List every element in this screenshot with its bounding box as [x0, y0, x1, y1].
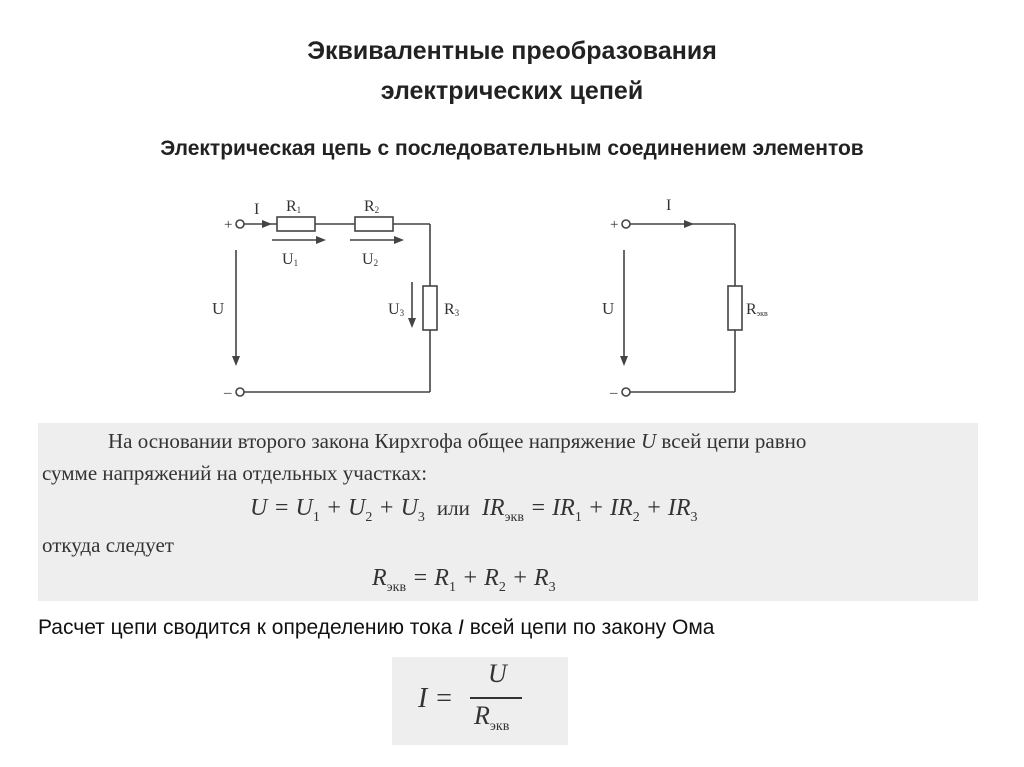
minus-terminal-label: –	[610, 385, 618, 401]
u2-label: U2	[362, 251, 379, 268]
equivalent-circuit-diagram	[590, 180, 790, 405]
r1-label: R1	[286, 198, 302, 215]
r-eq-label: Rэкв	[746, 301, 768, 318]
voltage-sum-equation: $U = U_1 + U_2 + U_3$ или $IR_{экв} = IR_1 + IR_2 + IR_3$	[250, 495, 698, 525]
fraction-bar	[470, 697, 522, 699]
u-label: U	[212, 299, 225, 318]
minus-terminal-label: –	[224, 385, 232, 401]
ohm-law-formula-box	[392, 657, 568, 745]
r2-label: R2	[364, 198, 380, 215]
title-line-2: электрических цепей	[380, 77, 644, 105]
u3-label: U3	[388, 301, 405, 318]
u-label: U	[602, 299, 615, 318]
current-label: I	[254, 201, 260, 218]
title-line-1: Эквивалентные преобразования	[307, 37, 717, 65]
ohm-denominator: $R_{экв}$	[474, 701, 510, 735]
u1-label: U1	[282, 251, 299, 268]
ohm-law-note: Расчет цепи сводится к определению тока I всей цепи по закону Ома	[38, 616, 715, 639]
ohm-lhs: I =	[418, 683, 454, 714]
r3-label: R3	[444, 301, 460, 318]
plus-terminal-label: +	[610, 217, 619, 233]
series-circuit-diagram	[200, 180, 490, 405]
subtitle: Электрическая цепь с последовательным соединением элементов	[160, 137, 864, 160]
plus-terminal-label: +	[224, 217, 233, 233]
kirchhoff-derivation-box	[38, 423, 978, 601]
equivalent-resistance-equation: $R_{экв} = R_1 + R_2 + R_3$	[372, 565, 556, 595]
derivation-line-1: На основании второго закона Кирхгофа общее напряжение U всей цепи равно	[108, 429, 807, 453]
derivation-line-2: сумме напряжений на отдельных участках:	[42, 461, 428, 485]
ohm-numerator: U	[488, 659, 507, 688]
derivation-line-3: откуда следует	[42, 533, 174, 557]
current-label: I	[666, 197, 672, 214]
